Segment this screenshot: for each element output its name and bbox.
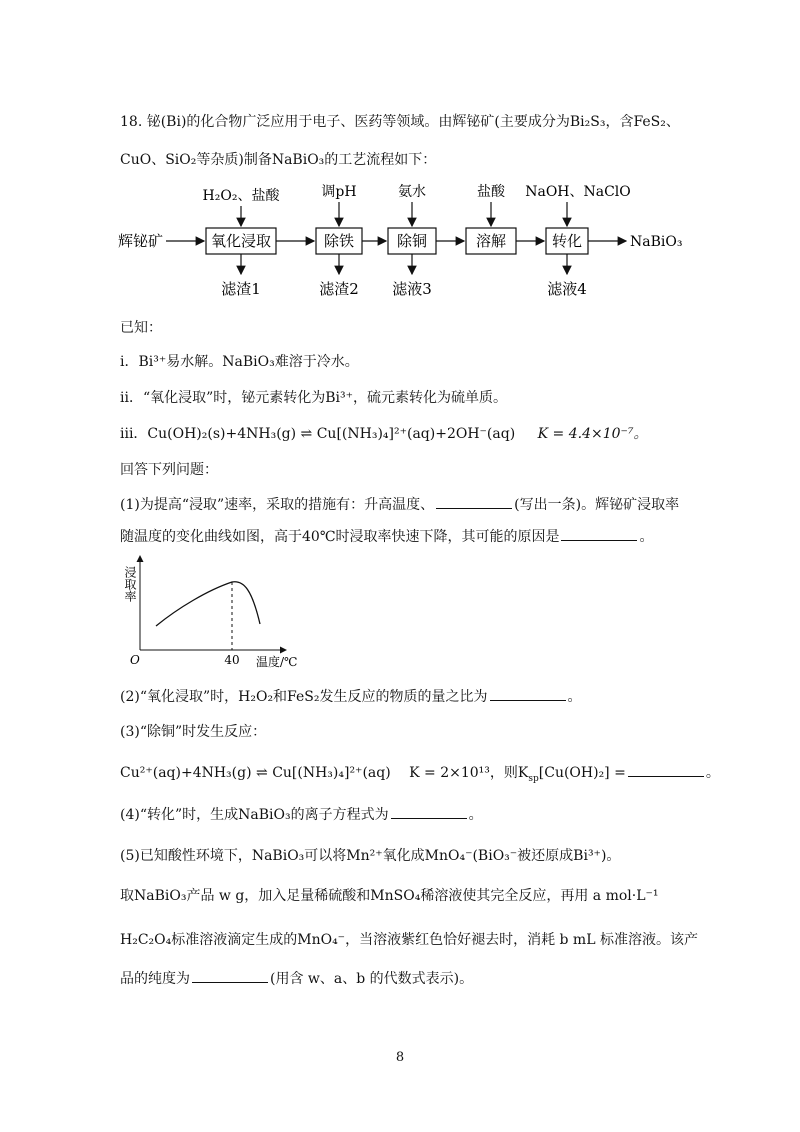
question-1-line1 xyxy=(120,494,679,515)
answer-blank[interactable] xyxy=(561,526,637,541)
question-2 xyxy=(120,686,582,707)
step-label: 溶解 xyxy=(475,232,507,250)
equilibrium-constant: K = 4.4×10⁻⁷。 xyxy=(537,426,648,442)
x-axis-label: 温度/℃ xyxy=(256,655,298,669)
output-label: 滤液3 xyxy=(392,280,432,298)
answer-blank[interactable] xyxy=(192,968,268,983)
equilibrium-constant: K = 2×10¹³，则$K_{sp}[Cu(OH)_2]$ = xyxy=(409,765,626,784)
answer-blank[interactable] xyxy=(391,804,467,819)
question-1-line2 xyxy=(120,526,653,547)
q1-text: 。 xyxy=(639,529,654,545)
q4-text: 。 xyxy=(468,807,483,823)
step-label: 转化 xyxy=(551,232,583,250)
q5-text: 品的纯度为 xyxy=(120,971,190,987)
question-4 xyxy=(120,804,483,825)
question-5-line2: 取NaBiO₃产品 w g，加入足量稀硫酸和MnSO₄稀溶液使其完全反应，再用 a mol·L⁻¹ xyxy=(120,888,659,904)
question-intro-line1: 18. 铋(Bi)的化合物广泛应用于电子、医药等领域。由辉铋矿(主要成分为Bi₂S₃，含FeS₂、 xyxy=(120,114,680,130)
q1-text: 随温度的变化曲线如图，高于40℃时浸取率快速下降，其可能的原因是 xyxy=(120,529,560,545)
leaching-rate-curve xyxy=(118,550,318,670)
step-label: 氧化浸取 xyxy=(210,232,272,250)
x-tick-label: 40 xyxy=(224,653,240,667)
question-5-line1: (5)已知酸性环境下，NaBiO₃可以将Mn²⁺氧化成MnO₄⁻(BiO₃⁻被还原成Bi³⁺)。 xyxy=(120,848,621,864)
known-item-i: i．Bi³⁺易水解。NaBiO₃难溶于冷水。 xyxy=(120,354,359,370)
reagent-label: H₂O₂、盐酸 xyxy=(202,188,280,204)
flow-start-label: 辉铋矿 xyxy=(118,232,164,250)
question-3-title: (3)“除铜”时发生反应： xyxy=(120,724,267,740)
y-axis-label: 浸取率 xyxy=(123,566,137,602)
question-5-line4 xyxy=(120,968,473,989)
question-3-equation xyxy=(120,762,720,783)
known-title: 已知： xyxy=(120,320,162,336)
reagent-label: 调pH xyxy=(321,184,357,200)
flow-product-label: NaBiO₃ xyxy=(630,234,683,250)
process-flowchart xyxy=(118,180,688,305)
output-label: 滤渣1 xyxy=(221,280,261,298)
q3-text: 。 xyxy=(705,765,720,781)
reagent-label: 盐酸 xyxy=(477,184,505,200)
question-5-line3: H₂C₂O₄标准溶液滴定生成的MnO₄⁻，当溶液紫红色恰好褪去时，消耗 b mL 标准溶液。该产 xyxy=(120,932,698,948)
step-label: 除铜 xyxy=(396,232,428,250)
output-label: 滤渣2 xyxy=(319,280,359,298)
origin-label: O xyxy=(130,653,140,667)
output-label: 滤液4 xyxy=(547,280,587,298)
q4-text: (4)“转化”时，生成NaBiO₃的离子方程式为 xyxy=(120,807,389,823)
reagent-label: 氨水 xyxy=(398,184,426,200)
answer-prompt: 回答下列问题： xyxy=(120,462,218,478)
equation: Cu²⁺(aq)+4NH₃(g) ⇌ Cu[(NH₃)₄]²⁺(aq) xyxy=(120,765,391,781)
reagent-label: NaOH、NaClO xyxy=(525,184,631,200)
q1-text: (写出一条)。辉铋矿浸取率 xyxy=(514,497,680,513)
q5-text: (用含 w、a、b 的代数式表示)。 xyxy=(270,971,474,987)
question-intro-line2: CuO、SiO₂等杂质)制备NaBiO₃的工艺流程如下： xyxy=(120,152,437,168)
q2-text: (2)“氧化浸取”时，H₂O₂和FeS₂发生反应的物质的量之比为 xyxy=(120,689,488,705)
answer-blank[interactable] xyxy=(490,686,566,701)
known-item-ii: ii．“氧化浸取”时，铋元素转化为Bi³⁺，硫元素转化为硫单质。 xyxy=(120,390,508,406)
leaching-curve xyxy=(156,582,260,626)
known-item-iii xyxy=(120,424,648,444)
q2-text: 。 xyxy=(567,689,582,705)
answer-blank[interactable] xyxy=(628,762,704,777)
answer-blank[interactable] xyxy=(436,494,512,509)
q1-text: (1)为提高“浸取”速率，采取的措施有：升高温度、 xyxy=(120,497,435,513)
step-label: 除铁 xyxy=(323,232,355,250)
equation: iii．Cu(OH)₂(s)+4NH₃(g) ⇌ Cu[(NH₃)₄]²⁺(aq)+2OH⁻(aq) xyxy=(120,426,516,442)
page-number: 8 xyxy=(395,1050,405,1065)
